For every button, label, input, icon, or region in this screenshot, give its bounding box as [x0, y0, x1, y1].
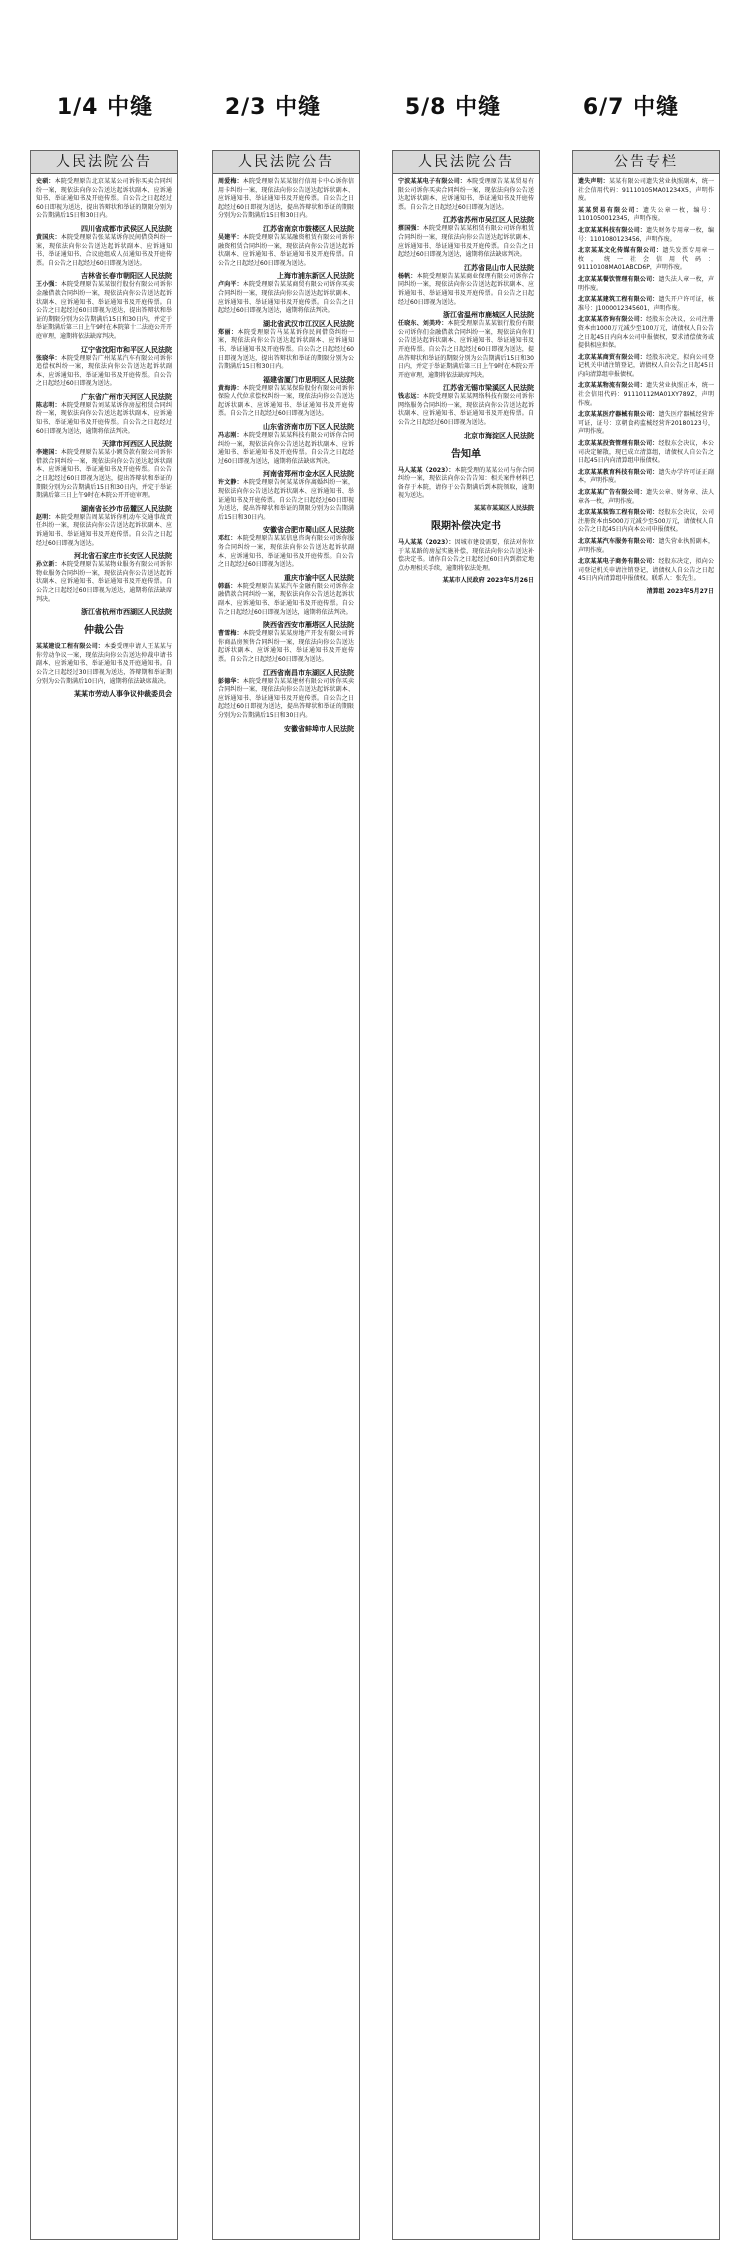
notice-text: 本院受理原告某某房地产开发有限公司诉你商品房预售合同纠纷一案，现依法向你公告送达起诉状副本、应诉通知书、举证通知书及开庭传票。自公告之日起经过60日即视为送达。 — [218, 630, 354, 663]
notice-paragraph — [36, 449, 172, 501]
notice-addressee: 蔡国强： — [398, 225, 423, 233]
notice-text: 本院受理原告某某汽车金融有限公司诉你金融借款合同纠纷一案，现依法向你公告送达起诉状副本、应诉通知书、举证通知书及开庭传票。自公告之日起经过60日即视为送达，逾期将依法判决。 — [218, 582, 354, 616]
notice-paragraph — [36, 281, 172, 341]
notice-text: 遗失法人章一枚，声明作废。 — [578, 275, 714, 292]
notice-paragraph — [398, 320, 534, 380]
notice-paragraph — [398, 178, 534, 212]
column-title: 人民法院公告 — [213, 151, 359, 174]
notice-signature: 某某市人民政府 2023年5月26日 — [442, 577, 534, 585]
court-name: 吉林省长春市朝阳区人民法院 — [81, 272, 172, 281]
notice-paragraph — [398, 273, 534, 307]
notice-addressee: 宁波某某电子有限公司： — [398, 178, 467, 185]
notice-text: 某某有限公司遗失营业执照副本，统一社会信用代码：91110105MA01234X5，声明作废。 — [578, 178, 714, 203]
notice-paragraph — [218, 432, 354, 466]
notice-addressee: 冯志刚： — [218, 432, 243, 440]
notice-text: 遗失财务专用章一枚，编号：1101080123456，声明作废。 — [578, 226, 714, 243]
court-name: 浙江省杭州市西湖区人民法院 — [81, 608, 172, 617]
notice-text: 遗失公章、财务章、法人章各一枚，声明作废。 — [578, 489, 714, 505]
notice-paragraph — [218, 178, 354, 221]
notice-text: 本院受理原告某某银行信用卡中心诉你信用卡纠纷一案，现依法向你公告送达起诉状副本、应诉通知书、举证通知书及开庭传票。自公告之日起经过60日即视为送达，提出答辩状和举证的期限分别为公告期满后15日和30日内。 — [218, 178, 354, 220]
notice-addressee: 杨帆： — [398, 272, 417, 280]
notice-addressee: 吴建平： — [218, 233, 243, 241]
court-name: 湖北省武汉市江汉区人民法院 — [263, 319, 354, 328]
notice-paragraph — [36, 234, 172, 268]
notice-addressee: 遗失声明： — [578, 178, 609, 185]
court-name: 河南省郑州市金水区人民法院 — [263, 470, 354, 479]
notice-addressee: 韩磊： — [218, 582, 237, 590]
notice-column-2 — [212, 150, 360, 2240]
notice-addressee: 北京某某科技有限公司： — [578, 226, 647, 234]
notice-addressee: 马人某某（2023）： — [398, 539, 455, 547]
notice-addressee: 北京某某餐饮管理有限公司： — [578, 275, 659, 283]
column-title: 人民法院公告 — [31, 151, 177, 174]
court-name: 福建省厦门市思明区人民法院 — [263, 375, 354, 384]
notice-addressee: 钱志远： — [398, 393, 423, 401]
notice-text: 本院受理原告某某保险股份有限公司诉你保险人代位求偿权纠纷一案，现依法向你公告送达起诉状副本、应诉通知书、举证通知书及开庭传票。自公告之日起经过60日即视为送达。 — [218, 384, 354, 418]
notice-paragraph — [578, 382, 714, 408]
notice-addressee: 许文静： — [218, 479, 243, 487]
notice-paragraph — [578, 296, 714, 313]
notice-paragraph — [218, 535, 354, 569]
notice-addressee: 曹雪梅： — [218, 630, 243, 638]
notice-text: 本院受理原告北京某某公司诉你买卖合同纠纷一案，现依法向你公告送达起诉状副本、应诉通知书、举证通知书及开庭传票。自公告之日起经过60日即视为送达，提出答辩状和举证的期限分别为公告期满后15日和30日内。 — [36, 178, 172, 220]
notice-paragraph — [398, 393, 534, 427]
column-body — [31, 174, 177, 699]
notice-text: 经股东会决议，公司注册资本由5000万元减少至500万元，请债权人自公告之日起45日内向本公司申报债权。 — [578, 509, 714, 534]
notice-addressee: 北京某某汽车服务有限公司： — [578, 537, 659, 545]
notice-paragraph — [578, 411, 714, 437]
court-name: 四川省成都市武侯区人民法院 — [81, 224, 172, 233]
notice-paragraph — [218, 234, 354, 268]
notice-text: 本院受理原告刘某某诉你房屋租赁合同纠纷一案，现依法向你公告送达起诉状副本、应诉通知书、举证通知书及开庭传票。自公告之日起经过60日即视为送达，逾期将依法判决。 — [36, 401, 172, 435]
notice-paragraph — [398, 539, 534, 573]
notice-paragraph — [36, 402, 172, 436]
court-name: 辽宁省沈阳市和平区人民法院 — [81, 345, 172, 354]
notice-addressee: 陈志明： — [36, 401, 61, 409]
notice-text: 本院受理原告某某商贸有限公司诉你买卖合同纠纷一案，现依法向你公告送达起诉状副本、应诉通知书、举证通知书及开庭传票。自公告之日起经过60日即视为送达，逾期将依法判决。 — [218, 281, 354, 315]
notice-paragraph — [398, 467, 534, 501]
notice-text: 经股东决定，拟向公司登记机关申请注销登记，请债权人自公告之日起45日内向清算组申报债权。 — [578, 353, 714, 378]
notice-text: 本院受理原告某某小额贷款有限公司诉你借款合同纠纷一案，现依法向你公告送达起诉状副本、应诉通知书、举证通知书及开庭传票。自公告之日起经过60日即视为送达，提出答辩状和举证的期限分别为公告期满后15日和30日内，并定于举证期满后第三日上午9时在本院公开开庭审理。 — [36, 449, 172, 500]
section-heading: 告知单 — [451, 448, 481, 460]
notice-paragraph — [578, 247, 714, 273]
notice-signature: 清算组 2023年5月27日 — [646, 587, 714, 595]
notice-text: 本院受理原告某某银行股份有限公司诉你们金融借款合同纠纷一案，现依法向你们公告送达起诉状副本、应诉通知书、举证通知书及开庭传票。自公告之日起经过60日即视为送达，提出答辩状和举证的期限分别为公告期满后15日和30日内，并定于举证期满后第三日上午9时在本院公开开庭审理，逾期将依法缺席判决。 — [398, 320, 534, 379]
notice-paragraph — [36, 514, 172, 548]
notice-paragraph — [36, 355, 172, 389]
notice-column-3 — [392, 150, 540, 2240]
notice-paragraph — [218, 630, 354, 664]
court-name: 山东省济南市历下区人民法院 — [263, 423, 354, 432]
notice-paragraph — [578, 489, 714, 506]
notice-paragraph — [218, 678, 354, 721]
notice-addressee: 黄国庆： — [36, 233, 61, 241]
notice-paragraph — [36, 561, 172, 604]
notice-text: 本委受理申请人王某某与你劳动争议一案，现依法向你公告送达仲裁申请书副本、应诉通知书、举证通知书及开庭通知书。自公告之日起经过30日即视为送达，答辩期和举证期分别为公告期满后10日内，逾期将依法缺席裁决。 — [36, 643, 172, 685]
notice-addressee: 马人某某（2023）： — [398, 466, 455, 474]
court-name: 上海市浦东新区人民法院 — [277, 272, 354, 281]
court-name: 江苏省南京市鼓楼区人民法院 — [263, 224, 354, 233]
notice-text: 本院受理原告何某某诉你离婚纠纷一案，现依法向你公告送达起诉状副本、应诉通知书、举证通知书及开庭传票。自公告之日起经过60日即视为送达，提出答辩状和举证的期限分别为公告期满后15日和30日内。 — [218, 479, 354, 521]
notice-addressee: 北京某某咨询有限公司： — [578, 316, 647, 324]
notice-text: 经股东会决议，本公司决定解散，现已成立清算组，请债权人自公告之日起45日内向清算组申报债权。 — [578, 440, 714, 465]
section-heading: 限期补偿决定书 — [431, 521, 501, 533]
court-name: 江西省南昌市东湖区人民法院 — [263, 668, 354, 677]
section-heading: 仲裁公告 — [84, 625, 124, 637]
notice-paragraph — [398, 225, 534, 259]
court-name: 湖南省长沙市岳麓区人民法院 — [81, 504, 172, 513]
notice-addressee: 彭德华： — [218, 677, 243, 685]
notice-text: 本院受理原告周某某诉你机动车交通事故责任纠纷一案，现依法向你公告送达起诉状副本、应诉通知书、举证通知书及开庭传票。自公告之日起经过60日即视为送达。 — [36, 513, 172, 547]
court-name: 广东省广州市天河区人民法院 — [81, 392, 172, 401]
column-body — [573, 174, 719, 596]
notice-text: 遗失开户许可证，核准号：J1000012345601，声明作废。 — [578, 296, 714, 312]
notice-text: 经股东决定，拟向公司登记机关申请注销登记，请债权人自公告之日起45日内向清算组申报债权。联系人：张先生。 — [578, 558, 714, 583]
notice-addressee: 某某建设工程有限公司： — [36, 643, 105, 651]
court-name: 天津市河西区人民法院 — [102, 440, 172, 449]
fold-label-6-7: 6/7 中缝 — [582, 95, 680, 120]
notice-addressee: 孙立新： — [36, 561, 61, 569]
notice-addressee: 史硕： — [36, 178, 55, 185]
court-name: 浙江省温州市鹿城区人民法院 — [443, 311, 534, 320]
notice-column-1 — [30, 150, 178, 2240]
notice-text: 经股东会决议，公司注册资本由1000万元减少至100万元，请债权人自公告之日起45日内向本公司申报债权，要求清偿债务或提供相应担保。 — [578, 316, 714, 350]
court-name: 重庆市渝中区人民法院 — [284, 573, 354, 582]
notice-paragraph — [578, 227, 714, 244]
notice-addressee: 北京某某广告有限公司： — [578, 489, 647, 496]
notice-text: 因城市建设需要，依法对你位于某某路的房屋实施补偿，现依法向你公告送达补偿决定书。请你自公告之日起经过60日内到指定地点办理相关手续，逾期将依法处理。 — [398, 539, 534, 572]
notice-paragraph — [218, 385, 354, 419]
notice-addressee: 张晓华： — [36, 354, 61, 362]
column-title: 公告专栏 — [573, 151, 719, 174]
column-body — [393, 174, 539, 585]
notice-text: 遗失营业执照副本，声明作废。 — [578, 537, 714, 554]
notice-addressee: 北京某某物流有限公司： — [578, 382, 647, 390]
notice-text: 遗失医疗器械经营许可证，证号：京朝食药监械经营许20180123号，声明作废。 — [578, 411, 714, 436]
notice-paragraph — [578, 354, 714, 380]
notice-text: 本院受理原告某某融资租赁有限公司诉你融资租赁合同纠纷一案，现依法向你公告送达起诉状副本、应诉通知书、举证通知书及开庭传票。自公告之日起经过60日即视为送达。 — [218, 233, 354, 267]
notice-addressee: 北京某某装饰工程有限公司： — [578, 509, 659, 517]
notice-addressee: 北京某某文化传媒有限公司： — [578, 247, 663, 255]
fold-label-1-4: 1/4 中缝 — [56, 95, 154, 120]
court-name: 安徽省合肥市蜀山区人民法院 — [263, 526, 354, 535]
notice-paragraph — [36, 643, 172, 686]
notice-paragraph — [218, 479, 354, 522]
notice-text: 本院受理原告张某某诉你民间借贷纠纷一案，现依法向你公告送达起诉状副本、应诉通知书、举证通知书、合议庭组成人员通知书及开庭传票。自公告之日起经过60日即视为送达。 — [36, 233, 172, 267]
notice-addressee: 黄海涛： — [218, 384, 243, 392]
notice-paragraph — [578, 276, 714, 293]
notice-addressee: 邓红： — [218, 535, 237, 543]
notice-paragraph — [218, 281, 354, 315]
notice-text: 本院受理原告某某物业服务有限公司诉你物业服务合同纠纷一案，现依法向你公告送达起诉状副本、应诉通知书、举证通知书及开庭传票。自公告之日起经过60日即视为送达，逾期将依法缺席判决。 — [36, 561, 172, 603]
court-name: 安徽省蚌埠市人民法院 — [284, 724, 354, 733]
court-name: 某某市劳动人事争议仲裁委员会 — [74, 690, 172, 699]
column-title: 人民法院公告 — [393, 151, 539, 174]
fold-label-2-3: 2/3 中缝 — [224, 95, 322, 120]
notice-addressee: 某某贸易有限公司： — [578, 206, 643, 214]
court-name: 陕西省西安市雁塔区人民法院 — [263, 621, 354, 630]
notice-addressee: 北京某某建筑工程有限公司： — [578, 296, 659, 304]
notice-addressee: 任晓东、刘美玲： — [398, 320, 448, 328]
notice-signature: 某某市某某区人民法院 — [473, 505, 534, 513]
court-name: 北京市海淀区人民法院 — [464, 431, 534, 440]
notice-addressee: 周爱梅： — [218, 178, 243, 185]
fold-label-5-8: 5/8 中缝 — [404, 95, 502, 120]
notice-text: 本院受理的某某公司与你合同纠纷一案，现依法向你公告告知：相关案件材料已备存于本院，请你于公告期满后到本院领取，逾期视为送达。 — [398, 466, 534, 500]
notice-paragraph — [578, 316, 714, 350]
notice-paragraph — [578, 207, 714, 224]
court-name: 江苏省无锡市梁溪区人民法院 — [443, 384, 534, 393]
notice-paragraph — [218, 583, 354, 617]
notice-addressee: 王小强： — [36, 281, 61, 289]
notice-text: 本院受理原告某某银行股份有限公司诉你金融借款合同纠纷一案，现依法向你公告送达起诉状副本、应诉通知书、举证通知书及开庭传票。自公告之日起经过60日即视为送达，提出答辩状和举证的期限分别为公告期满后15日和30日内，并定于举证期满后第三日上午9时在本院第十二法庭公开开庭审理，逾期将依法缺席判决。 — [36, 281, 172, 340]
notice-addressee: 北京某某投资管理有限公司： — [578, 440, 659, 448]
notice-column-4 — [572, 150, 720, 2240]
column-body — [213, 174, 359, 734]
notice-paragraph — [578, 469, 714, 486]
notice-text: 本院受理原告某某信息咨询有限公司诉你服务合同纠纷一案，现依法向你公告送达起诉状副本、应诉通知书、举证通知书及开庭传票。自公告之日起经过60日即视为送达。 — [218, 535, 354, 569]
notice-paragraph — [578, 538, 714, 555]
notice-paragraph — [578, 178, 714, 204]
notice-text: 本院受理原告某某网络科技有限公司诉你网络服务合同纠纷一案，现依法向你公告送达起诉状副本、应诉通知书、举证通知书及开庭传票。自公告之日起经过60日即视为送达。 — [398, 393, 534, 427]
notice-addressee: 卢向平： — [218, 281, 243, 289]
notice-text: 本院受理原告广州某某汽车有限公司诉你追偿权纠纷一案，现依法向你公告送达起诉状副本、应诉通知书、举证通知书及开庭传票。自公告之日起经过60日即视为送达。 — [36, 354, 172, 388]
court-name: 江苏省苏州市吴江区人民法院 — [443, 216, 534, 225]
notice-text: 本院受理原告某某建材有限公司诉你买卖合同纠纷一案，现依法向你公告送达起诉状副本、应诉通知书、举证通知书及开庭传票。自公告之日起经过60日即视为送达，提出答辩状和举证的期限分别为公告期满后15日和30日内。 — [218, 677, 354, 719]
notice-addressee: 北京某某教育科技有限公司： — [578, 468, 659, 476]
notice-addressee: 李建国： — [36, 449, 61, 457]
notice-paragraph — [36, 178, 172, 221]
notice-paragraph — [218, 329, 354, 372]
notice-text: 遗失公章一枚，编号：1101050012345，声明作废。 — [578, 206, 714, 223]
notice-text: 本院受理原告某某贸易有限公司诉你买卖合同纠纷一案，现依法向你公告送达起诉状副本、应诉通知书、举证通知书及开庭传票。自公告之日起经过60日即视为送达。 — [398, 178, 534, 211]
notice-text: 本院受理原告马某某诉你民间借贷纠纷一案，现依法向你公告送达起诉状副本、应诉通知书、举证通知书及开庭传票。自公告之日起经过60日即视为送达，提出答辩状和举证的期限分别为公告期满后15日和30日内。 — [218, 328, 354, 371]
notice-text: 遗失办学许可证正副本，声明作废。 — [578, 468, 714, 485]
notice-paragraph — [578, 440, 714, 466]
court-name: 河北省石家庄市长安区人民法院 — [74, 552, 172, 561]
notice-text: 本院受理原告某某科技有限公司诉你合同纠纷一案，现依法向你公告送达起诉状副本、应诉通知书、举证通知书及开庭传票。自公告之日起经过60日即视为送达，逾期将依法缺席判决。 — [218, 432, 354, 465]
notice-addressee: 北京某某商贸有限公司： — [578, 353, 647, 361]
notice-text: 本院受理原告某某租赁有限公司诉你租赁合同纠纷一案，现依法向你公告送达起诉状副本、应诉通知书、举证通知书及开庭传票。自公告之日起经过60日即视为送达，逾期将依法缺席判决。 — [398, 225, 534, 259]
notice-addressee: 北京某某电子商务有限公司： — [578, 558, 659, 566]
court-name: 江苏省昆山市人民法院 — [464, 263, 534, 272]
notice-text: 本院受理原告某某商业保理有限公司诉你合同纠纷一案，现依法向你公告送达起诉状副本、应诉通知书、举证通知书及开庭传票。自公告之日起经过60日即视为送达。 — [398, 272, 534, 306]
notice-addressee: 郑丽： — [218, 328, 238, 336]
notice-addressee: 北京某某医疗器械有限公司： — [578, 411, 659, 419]
notice-paragraph — [578, 509, 714, 535]
notice-text: 遗失营业执照正本，统一社会信用代码：91110112MA01XY789Z，声明作废。 — [578, 382, 714, 407]
notice-text: 遗失发票专用章一枚，统一社会信用代码：91110108MA01ABCD6P，声明作废。 — [578, 247, 714, 272]
notice-paragraph — [578, 558, 714, 584]
notice-addressee: 赵明： — [36, 513, 55, 521]
